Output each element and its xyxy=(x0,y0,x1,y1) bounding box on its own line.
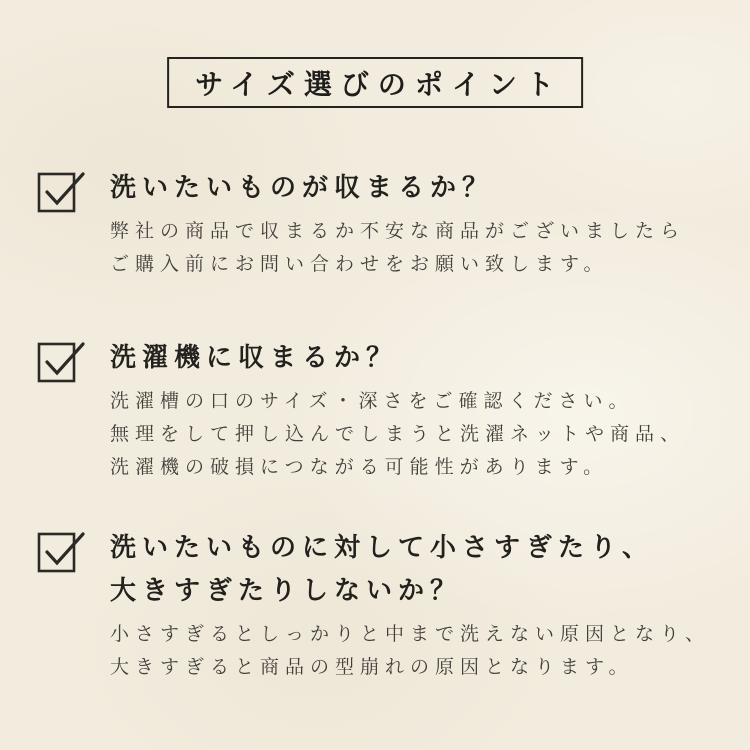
point-description xyxy=(110,618,726,684)
description-line: 洗濯槽の口のサイズ・深さをご確認ください。 xyxy=(110,391,634,412)
point-heading xyxy=(110,526,726,612)
checkbox-checked-icon xyxy=(36,167,86,213)
point-description xyxy=(110,385,726,484)
description-line: 弊社の商品で収まるか不安な商品がございましたら xyxy=(110,221,686,242)
point-heading xyxy=(110,166,726,209)
heading-line: 洗濯機に収まるか？ xyxy=(110,342,399,372)
description-line: ご購入前にお問い合わせをお願い致します。 xyxy=(110,254,609,275)
description-line: 大きすぎると商品の型崩れの原因となります。 xyxy=(110,657,634,678)
point-section-fits-item xyxy=(36,166,726,281)
point-content xyxy=(110,166,726,281)
point-content xyxy=(110,526,726,684)
checkbox-checked-icon xyxy=(36,337,86,383)
title-box xyxy=(167,57,583,108)
description-line: 洗濯機の破損につながる可能性があります。 xyxy=(110,457,609,478)
point-section-right-size xyxy=(36,526,726,684)
point-description xyxy=(110,215,726,281)
heading-line: 洗いたいものが収まるか？ xyxy=(110,172,495,202)
page-title: サイズ選びのポイント xyxy=(195,68,563,100)
heading-line: 大きすぎたりしないか？ xyxy=(110,575,463,605)
point-section-fits-machine xyxy=(36,336,726,484)
description-line: 小さすぎるとしっかりと中まで洗えない原因となり、 xyxy=(110,624,711,645)
point-heading xyxy=(110,336,726,379)
checkbox-checked-icon xyxy=(36,527,86,573)
description-line: 無理をして押し込んでしまうと洗濯ネットや商品、 xyxy=(110,424,686,445)
point-content xyxy=(110,336,726,484)
heading-line: 洗いたいものに対して小さすぎたり、 xyxy=(110,532,655,562)
